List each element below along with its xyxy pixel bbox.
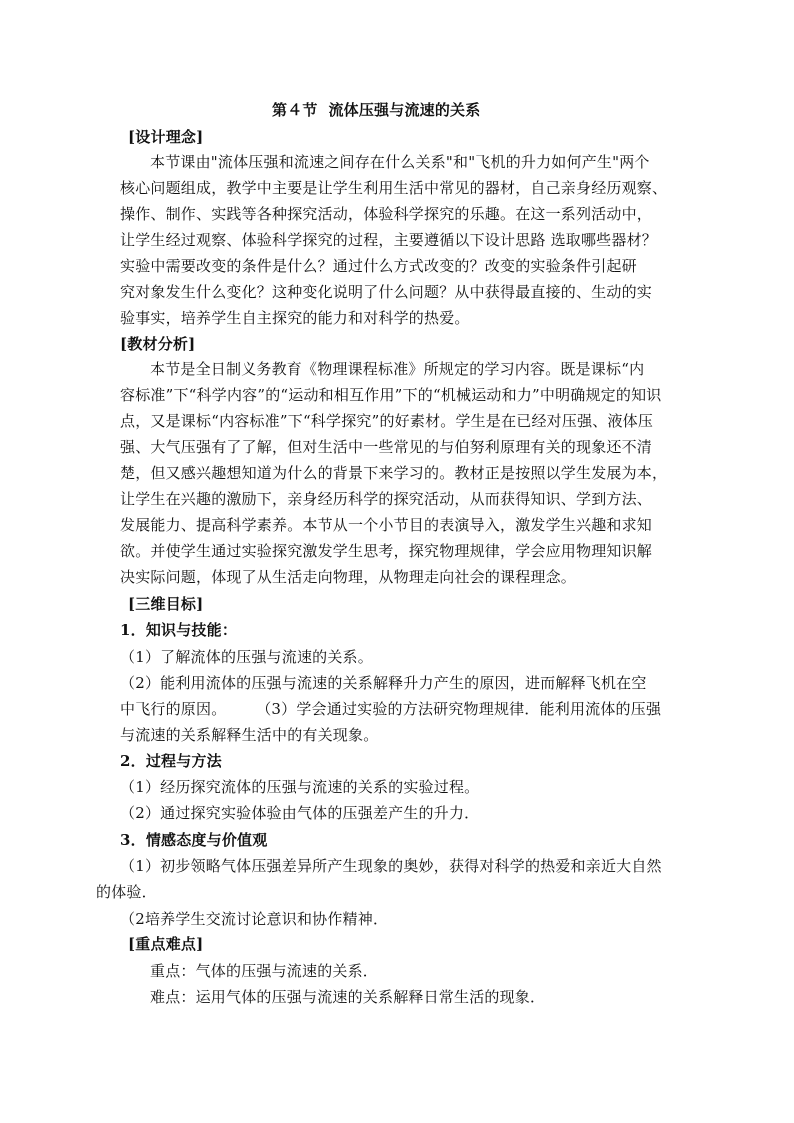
section-heading: [设计理念] — [128, 128, 204, 146]
paragraph-line: 核心问题组成，教学中主要是让学生利用生活中常见的器材，自己亲身经历观察、 — [120, 179, 668, 197]
goal-item: （2）通过探究实验体验由气体的压强差产生的升力． — [120, 804, 480, 822]
paragraph-line: 决实际问题，体现了从生活走向物理，从物理走向社会的课程理念。 — [120, 568, 577, 586]
paragraph-line: 点，又是课标“内容标准”下“科学探究”的好素材。学生是在已经对压强、液体压 — [120, 412, 654, 430]
paragraph-line: 究对象发生什么变化？这种变化说明了什么问题？从中获得最直接的、生动的实 — [120, 283, 653, 301]
goal-item: （1）经历探究流体的压强与流速的关系的实验过程。 — [120, 778, 480, 796]
paragraph-line: 强、大气压强有了了解，但对生活中一些常见的与伯努利原理有关的现象还不清 — [120, 438, 653, 456]
goal-item: （2）能利用流体的压强与流速的关系解释升力产生的原因，进而解释飞机在空 — [120, 674, 647, 692]
section-heading: [重点难点] — [128, 935, 204, 953]
paragraph-line: 本节是全日制义务教育《物理课程标准》所规定的学习内容。既是课标“内 — [150, 360, 645, 378]
goal-item: 的体验． — [96, 883, 157, 901]
section-heading: [教材分析] — [120, 335, 196, 353]
page-title: 第４节 流体压强与流速的关系 — [272, 101, 481, 119]
subsection-heading: 1．知识与技能： — [120, 621, 238, 639]
paragraph-line: 本节课由"流体压强和流速之间存在什么关系"和"飞机的升力如何产生"两个 — [150, 153, 650, 171]
paragraph-line: 发展能力、提高科学素养。本节从一个小节目的表演导入，激发学生兴趣和求知 — [120, 516, 653, 534]
goal-item: 中飞行的原因。 （3）学会通过实验的方法研究物理规律．能利用流体的压强 — [120, 700, 662, 718]
paragraph-line: 容标准”下“科学内容”的“运动和相互作用”下的“机械运动和力”中明确规定的知识 — [120, 386, 662, 404]
paragraph-line: 让学生经过观察、体验科学探究的过程，主要遵循以下设计思路 选取哪些器材？ — [120, 231, 657, 249]
paragraph-line: 验事实，培养学生自主探究的能力和对科学的热爱。 — [120, 309, 470, 327]
paragraph-line: 欲。并使学生通过实验探究激发学生思考，探究物理规律，学会应用物理知识解 — [120, 542, 653, 560]
goal-item: 与流速的关系解释生活中的有关现象。 — [120, 726, 379, 744]
goal-item: （2培养学生交流讨论意识和协作精神． — [120, 910, 389, 928]
goal-item: （1）初步领略气体压强差异所产生现象的奥妙，获得对科学的热爱和亲近大自然 — [120, 857, 662, 875]
subsection-heading: 3．情感态度与价值观 — [120, 831, 268, 849]
goal-item: （1）了解流体的压强与流速的关系。 — [120, 648, 373, 666]
difficult-point: 难点：运用气体的压强与流速的关系解释日常生活的现象． — [150, 988, 546, 1006]
section-heading: [三维目标] — [128, 595, 204, 613]
subsection-heading: 2．过程与方法 — [120, 752, 222, 770]
paragraph-line: 楚，但又感兴趣想知道为什么的背景下来学习的。教材正是按照以学生发展为本， — [120, 464, 668, 482]
key-point: 重点：气体的压强与流速的关系． — [150, 962, 379, 980]
paragraph-line: 实验中需要改变的条件是什么？通过什么方式改变的？改变的实验条件引起研 — [120, 257, 637, 275]
paragraph-line: 让学生在兴趣的激励下，亲身经历科学的探究活动，从而获得知识、学到方法、 — [120, 490, 653, 508]
paragraph-line: 操作、制作、实践等各种探究活动，体验科学探究的乐趣。在这一系列活动中， — [120, 205, 653, 223]
